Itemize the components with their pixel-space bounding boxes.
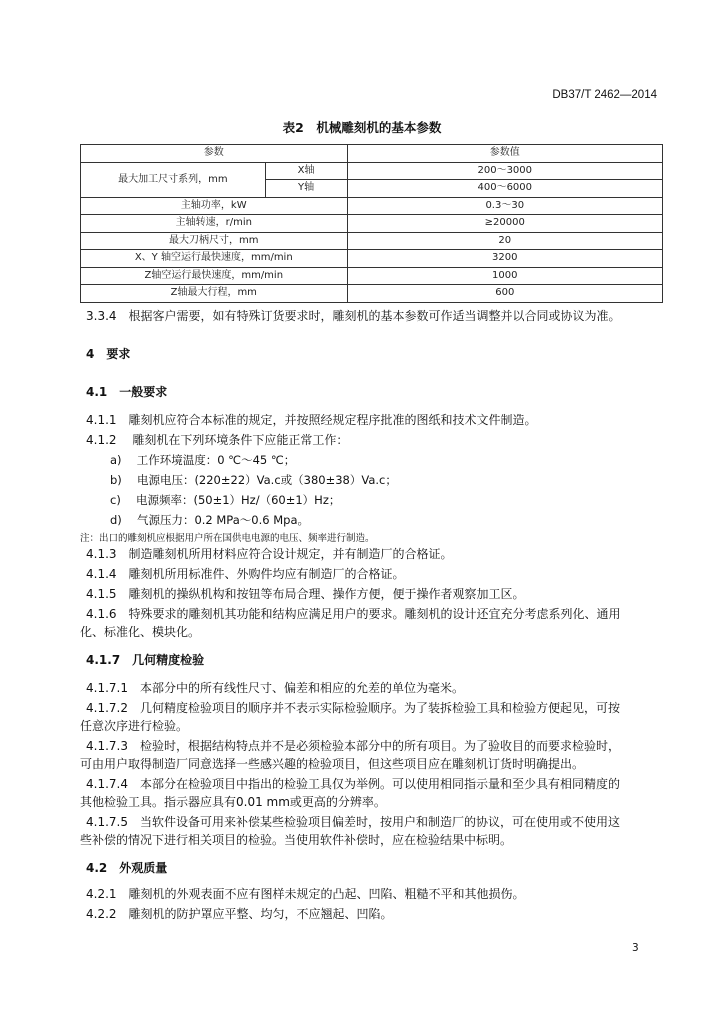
row-label: 主轴功率，kW bbox=[81, 197, 348, 215]
table-row bbox=[81, 215, 663, 233]
row-value: 20 bbox=[347, 232, 662, 250]
clause-3-3-4: 3.3.4 根据客户需要，如有特殊订货要求时，雕刻机的基本参数可作适当调整并以合同或协议为准。 bbox=[86, 309, 621, 323]
clause-4-2-2: 4.2.2 雕刻机的防护罩应平整、均匀，不应翘起、凹陷。 bbox=[86, 907, 393, 921]
table-row bbox=[81, 162, 663, 180]
clause-4-1-7-2-line1: 4.1.7.2 几何精度检验项目的顺序并不表示实际检验顺序。为了装拆检验工具和检验方便起见，可按 bbox=[86, 701, 620, 715]
list-item: c) 电源频率：(50±1）Hz/（60±1）Hz； bbox=[110, 493, 341, 507]
clause-4-1-7-4-line2: 其他检验工具。指示器应具有0.01 mm或更高的分辨率。 bbox=[80, 795, 386, 809]
clause-4-1-6-line2: 化、标准化、模块化。 bbox=[80, 625, 201, 639]
clause-4-1-7-4-line1: 4.1.7.4 本部分在检验项目中指出的检验工具仅为举例。可以使用相同指示量和至少具有相同精度的 bbox=[86, 777, 620, 791]
page-number: 3 bbox=[632, 942, 639, 954]
section-4-1-heading: 4.1 一般要求 bbox=[86, 385, 168, 399]
row-label: 主轴转速，r/min bbox=[81, 215, 348, 233]
row-label: Z轴最大行程，mm bbox=[81, 285, 348, 303]
table-row bbox=[81, 267, 663, 285]
header-value: 参数值 bbox=[347, 145, 662, 163]
list-item: d) 气源压力：0.2 MPa～0.6 Mpa。 bbox=[110, 513, 309, 527]
list-item: a) 工作环境温度：0 ℃～45 ℃； bbox=[110, 453, 296, 467]
row-value: 3200 bbox=[347, 250, 662, 268]
row-value: 1000 bbox=[347, 267, 662, 285]
standard-code: DB37/T 2462—2014 bbox=[552, 89, 657, 101]
parameters-table bbox=[80, 144, 663, 303]
row-value: 600 bbox=[347, 285, 662, 303]
table-row bbox=[81, 285, 663, 303]
clause-4-1-1: 4.1.1 雕刻机应符合本标准的规定，并按照经规定程序批准的图纸和技术文件制造。 bbox=[86, 413, 537, 427]
row-value: ≥20000 bbox=[347, 215, 662, 233]
row-value: 400～6000 bbox=[347, 180, 662, 198]
section-4-heading: 4 要求 bbox=[86, 347, 131, 361]
table-caption: 表2 机械雕刻机的基本参数 bbox=[282, 120, 442, 135]
row-label: 最大加工尺寸系列，mm bbox=[81, 162, 266, 197]
table-row bbox=[81, 197, 663, 215]
clause-4-1-4: 4.1.4 雕刻机所用标准件、外购件均应有制造厂的合格证。 bbox=[86, 567, 405, 581]
clause-4-1-7-5-line2: 些补偿的情况下进行相关项目的检验。当使用软件补偿时，应在检验结果中标明。 bbox=[80, 833, 513, 847]
table-row bbox=[81, 250, 663, 268]
clause-4-1-7-5-line1: 4.1.7.5 当软件设备可用来补偿某些检验项目偏差时，按用户和制造厂的协议，可在使用或不使用这 bbox=[86, 815, 620, 829]
row-sub-label: X轴 bbox=[265, 162, 347, 180]
note: 注：出口的雕刻机应根据用户所在国供电电源的电压、频率进行制造。 bbox=[80, 533, 375, 544]
clause-4-1-7-3-line1: 4.1.7.3 检验时，根据结构特点并不是必须检验本部分中的所有项目。为了验收目的而要求检验时， bbox=[86, 739, 620, 753]
row-label: X、Y 轴空运行最快速度，mm/min bbox=[81, 250, 348, 268]
section-4-1-7-heading: 4.1.7 几何精度检验 bbox=[86, 653, 205, 667]
row-value: 0.3～30 bbox=[347, 197, 662, 215]
clause-4-2-1: 4.2.1 雕刻机的外观表面不应有图样未规定的凸起、凹陷、粗糙不平和其他损伤。 bbox=[86, 887, 525, 901]
row-sub-label: Y轴 bbox=[265, 180, 347, 198]
row-label: 最大刀柄尺寸，mm bbox=[81, 232, 348, 250]
header-param: 参数 bbox=[81, 145, 348, 163]
row-label: Z轴空运行最快速度，mm/min bbox=[81, 267, 348, 285]
clause-4-1-6-line1: 4.1.6 特殊要求的雕刻机其功能和结构应满足用户的要求。雕刻机的设计还宜充分考虑系列化、通用 bbox=[86, 607, 621, 621]
clause-4-1-2: 4.1.2 雕刻机在下列环境条件下应能正常工作： bbox=[86, 433, 349, 447]
table-row bbox=[81, 232, 663, 250]
table-header-row bbox=[81, 145, 663, 163]
clause-4-1-7-3-line2: 可由用户取得制造厂同意选择一些感兴趣的检验项目，但这些项目应在雕刻机订货时明确提出。 bbox=[80, 757, 585, 771]
clause-4-1-7-1: 4.1.7.1 本部分中的所有线性尺寸、偏差和相应的允差的单位为毫米。 bbox=[86, 681, 464, 695]
clause-4-1-5: 4.1.5 雕刻机的操纵机构和按钮等布局合理、操作方便，便于操作者观察加工区。 bbox=[86, 587, 525, 601]
clause-4-1-3: 4.1.3 制造雕刻机所用材料应符合设计规定，并有制造厂的合格证。 bbox=[86, 547, 453, 561]
row-value: 200～3000 bbox=[347, 162, 662, 180]
list-item: b) 电源电压：(220±22）Va.c或（380±38）Va.c； bbox=[110, 473, 397, 487]
section-4-2-heading: 4.2 外观质量 bbox=[86, 861, 168, 875]
clause-4-1-7-2-line2: 任意次序进行检验。 bbox=[80, 719, 189, 733]
